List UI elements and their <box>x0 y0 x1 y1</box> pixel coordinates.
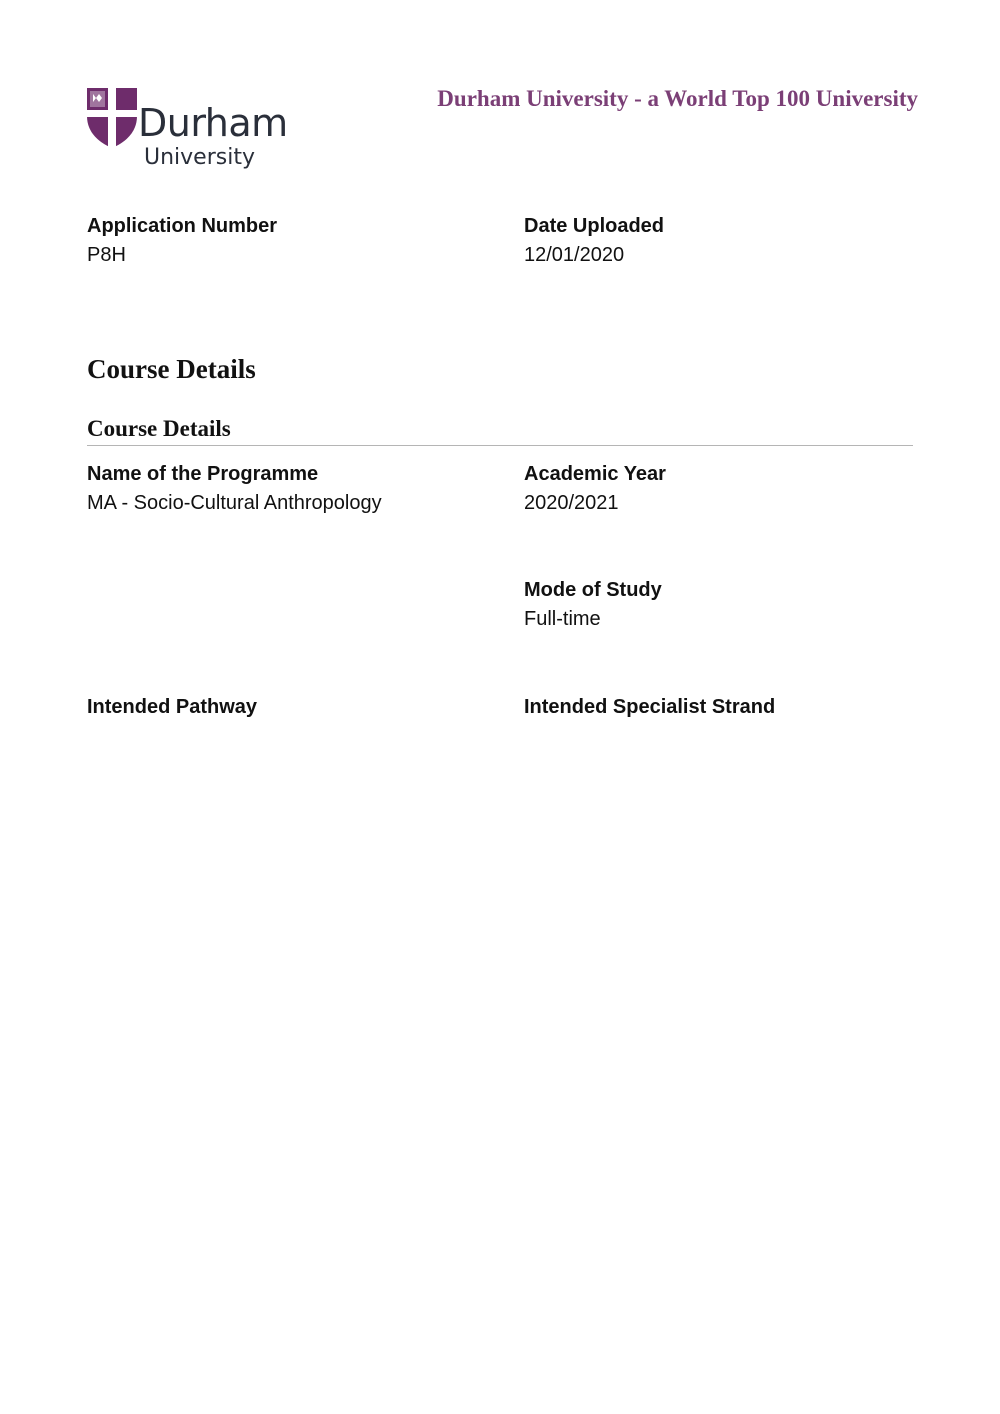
date-uploaded-field <box>524 214 664 267</box>
date-uploaded-label: Date Uploaded <box>524 215 665 237</box>
programme-label: Name of the Programme <box>87 463 319 485</box>
date-uploaded-value: 12/01/2020 <box>524 244 625 266</box>
intended-pathway-field <box>87 695 257 724</box>
mode-of-study-label: Mode of Study <box>524 579 662 601</box>
university-tagline: Durham University - a World Top 100 University <box>437 86 918 111</box>
academic-year-field <box>524 462 666 515</box>
application-number-value: P8H <box>87 244 126 266</box>
intended-strand-label: Intended Specialist Strand <box>524 696 776 718</box>
section-title: Course Details <box>87 354 256 384</box>
section-divider <box>87 445 913 446</box>
application-number-field <box>87 214 277 267</box>
mode-of-study-field <box>524 578 662 631</box>
mode-of-study-value: Full-time <box>524 608 601 630</box>
programme-value: MA - Socio-Cultural Anthropology <box>87 492 382 514</box>
intended-pathway-label: Intended Pathway <box>87 696 258 718</box>
logo-wordmark: Durham <box>138 101 288 145</box>
academic-year-label: Academic Year <box>524 463 666 485</box>
section-subtitle: Course Details <box>87 416 231 441</box>
programme-field <box>87 462 382 515</box>
logo-subtitle: University <box>144 145 255 170</box>
application-number-label: Application Number <box>87 215 278 237</box>
intended-strand-field <box>524 695 775 724</box>
academic-year-value: 2020/2021 <box>524 492 619 514</box>
shield-crest-icon <box>86 86 138 150</box>
durham-university-logo <box>86 86 296 176</box>
